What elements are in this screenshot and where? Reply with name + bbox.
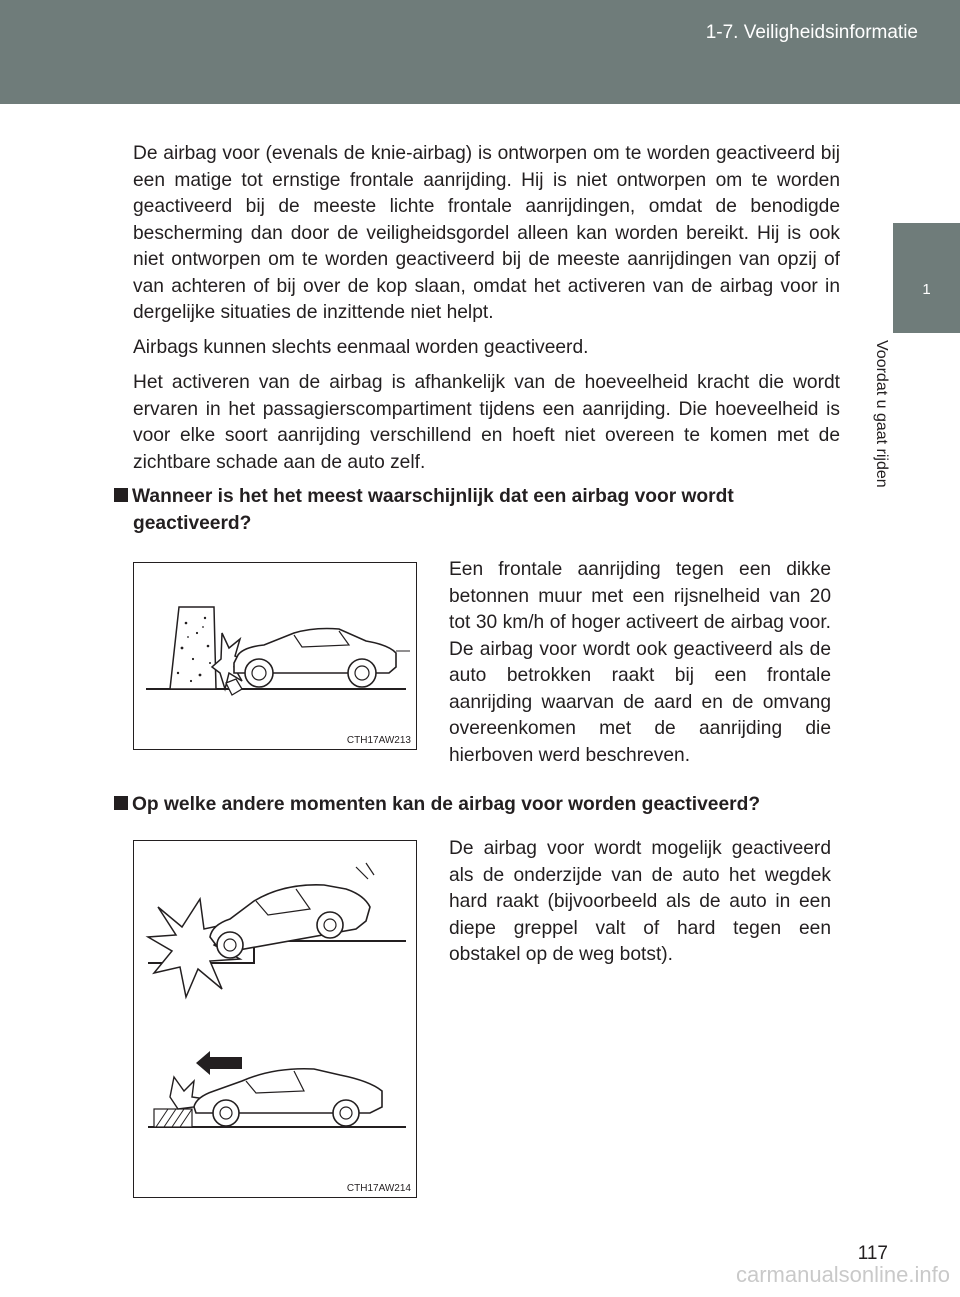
section-1-text: Een frontale aanrijding tegen een dikke betonnen muur met een rijsnelheid van 20 tot 30 km/h of hoger activeert de airbag voor. De airbag voor wordt ook geactiveerd als de auto betrokken raakt bij een frontale aanrijding waarvan de aard en de omvang overeenkomen met de aanrijding die hierboven werd beschreven. [449,559,831,766]
square-bullet-icon [114,488,128,502]
direction-arrow-icon [196,1051,242,1075]
car-ground-impact-illustration [134,841,416,1197]
chapter-label: Voordat u gaat rijden [873,340,890,488]
page-header [0,0,960,104]
paragraph-3: Het activeren van de airbag is afhankelijk van de hoeveelheid kracht die wordt ervaren in het passagierscompartiment tijdens een aanrijding. Die hoeveelheid is voor elke soort aanrijding verschillend en hoeft niet overeen te komen met de zichtbare schade aan de auto zelf. [133,372,840,473]
section-1-heading: Wanneer is het het meest waarschijnlijk dat een airbag voor wordt geactiveerd? [114,484,840,537]
chapter-tab [893,223,960,333]
chapter-number: 1 [922,281,931,298]
section-title: 1-7. Veiligheidsinformatie [705,22,918,43]
figure-frontal-collision [133,562,417,750]
paragraph-2: Airbags kunnen slechts eenmaal worden geactiveerd. [133,337,589,358]
section-2-text: De airbag voor wordt mogelijk geactiveerd als de onderzijde van de auto het wegdek hard raakt (bijvoorbeeld als de auto in een diepe greppel valt of hard tegen een obstakel op de weg botst). [449,838,831,965]
watermark: carmanualsonline.info [735,1262,950,1287]
paragraph-1: De airbag voor (evenals de knie-airbag) is ontworpen om te worden geactiveerd bij een matige tot ernstige frontale aanrijding. Hij is niet ontworpen om te worden geactiveerd bij de meeste lichte frontale aanrijdingen, omdat de benodigde bescherming dan door de veiligheidsgordel alleen kan worden bereikt. Hij is ook niet ontworpen om te worden geactiveerd bij de meeste aanrijdingen van opzij of van achteren of bij over de kop slaan, omdat het activeren van de airbag voor in dergelijke situaties de inzittende niet helpt. [133,143,840,323]
car-wall-collision-illustration [134,563,416,749]
section-2-heading: Op welke andere momenten kan de airbag voor worden geactiveerd? [114,792,760,819]
figure-code: CTH17AW213 [346,735,411,746]
figure-underbody-collision [133,840,417,1198]
square-bullet-icon [114,796,128,810]
page-number: 117 [857,1243,888,1264]
figure-code: CTH17AW214 [346,1183,411,1194]
